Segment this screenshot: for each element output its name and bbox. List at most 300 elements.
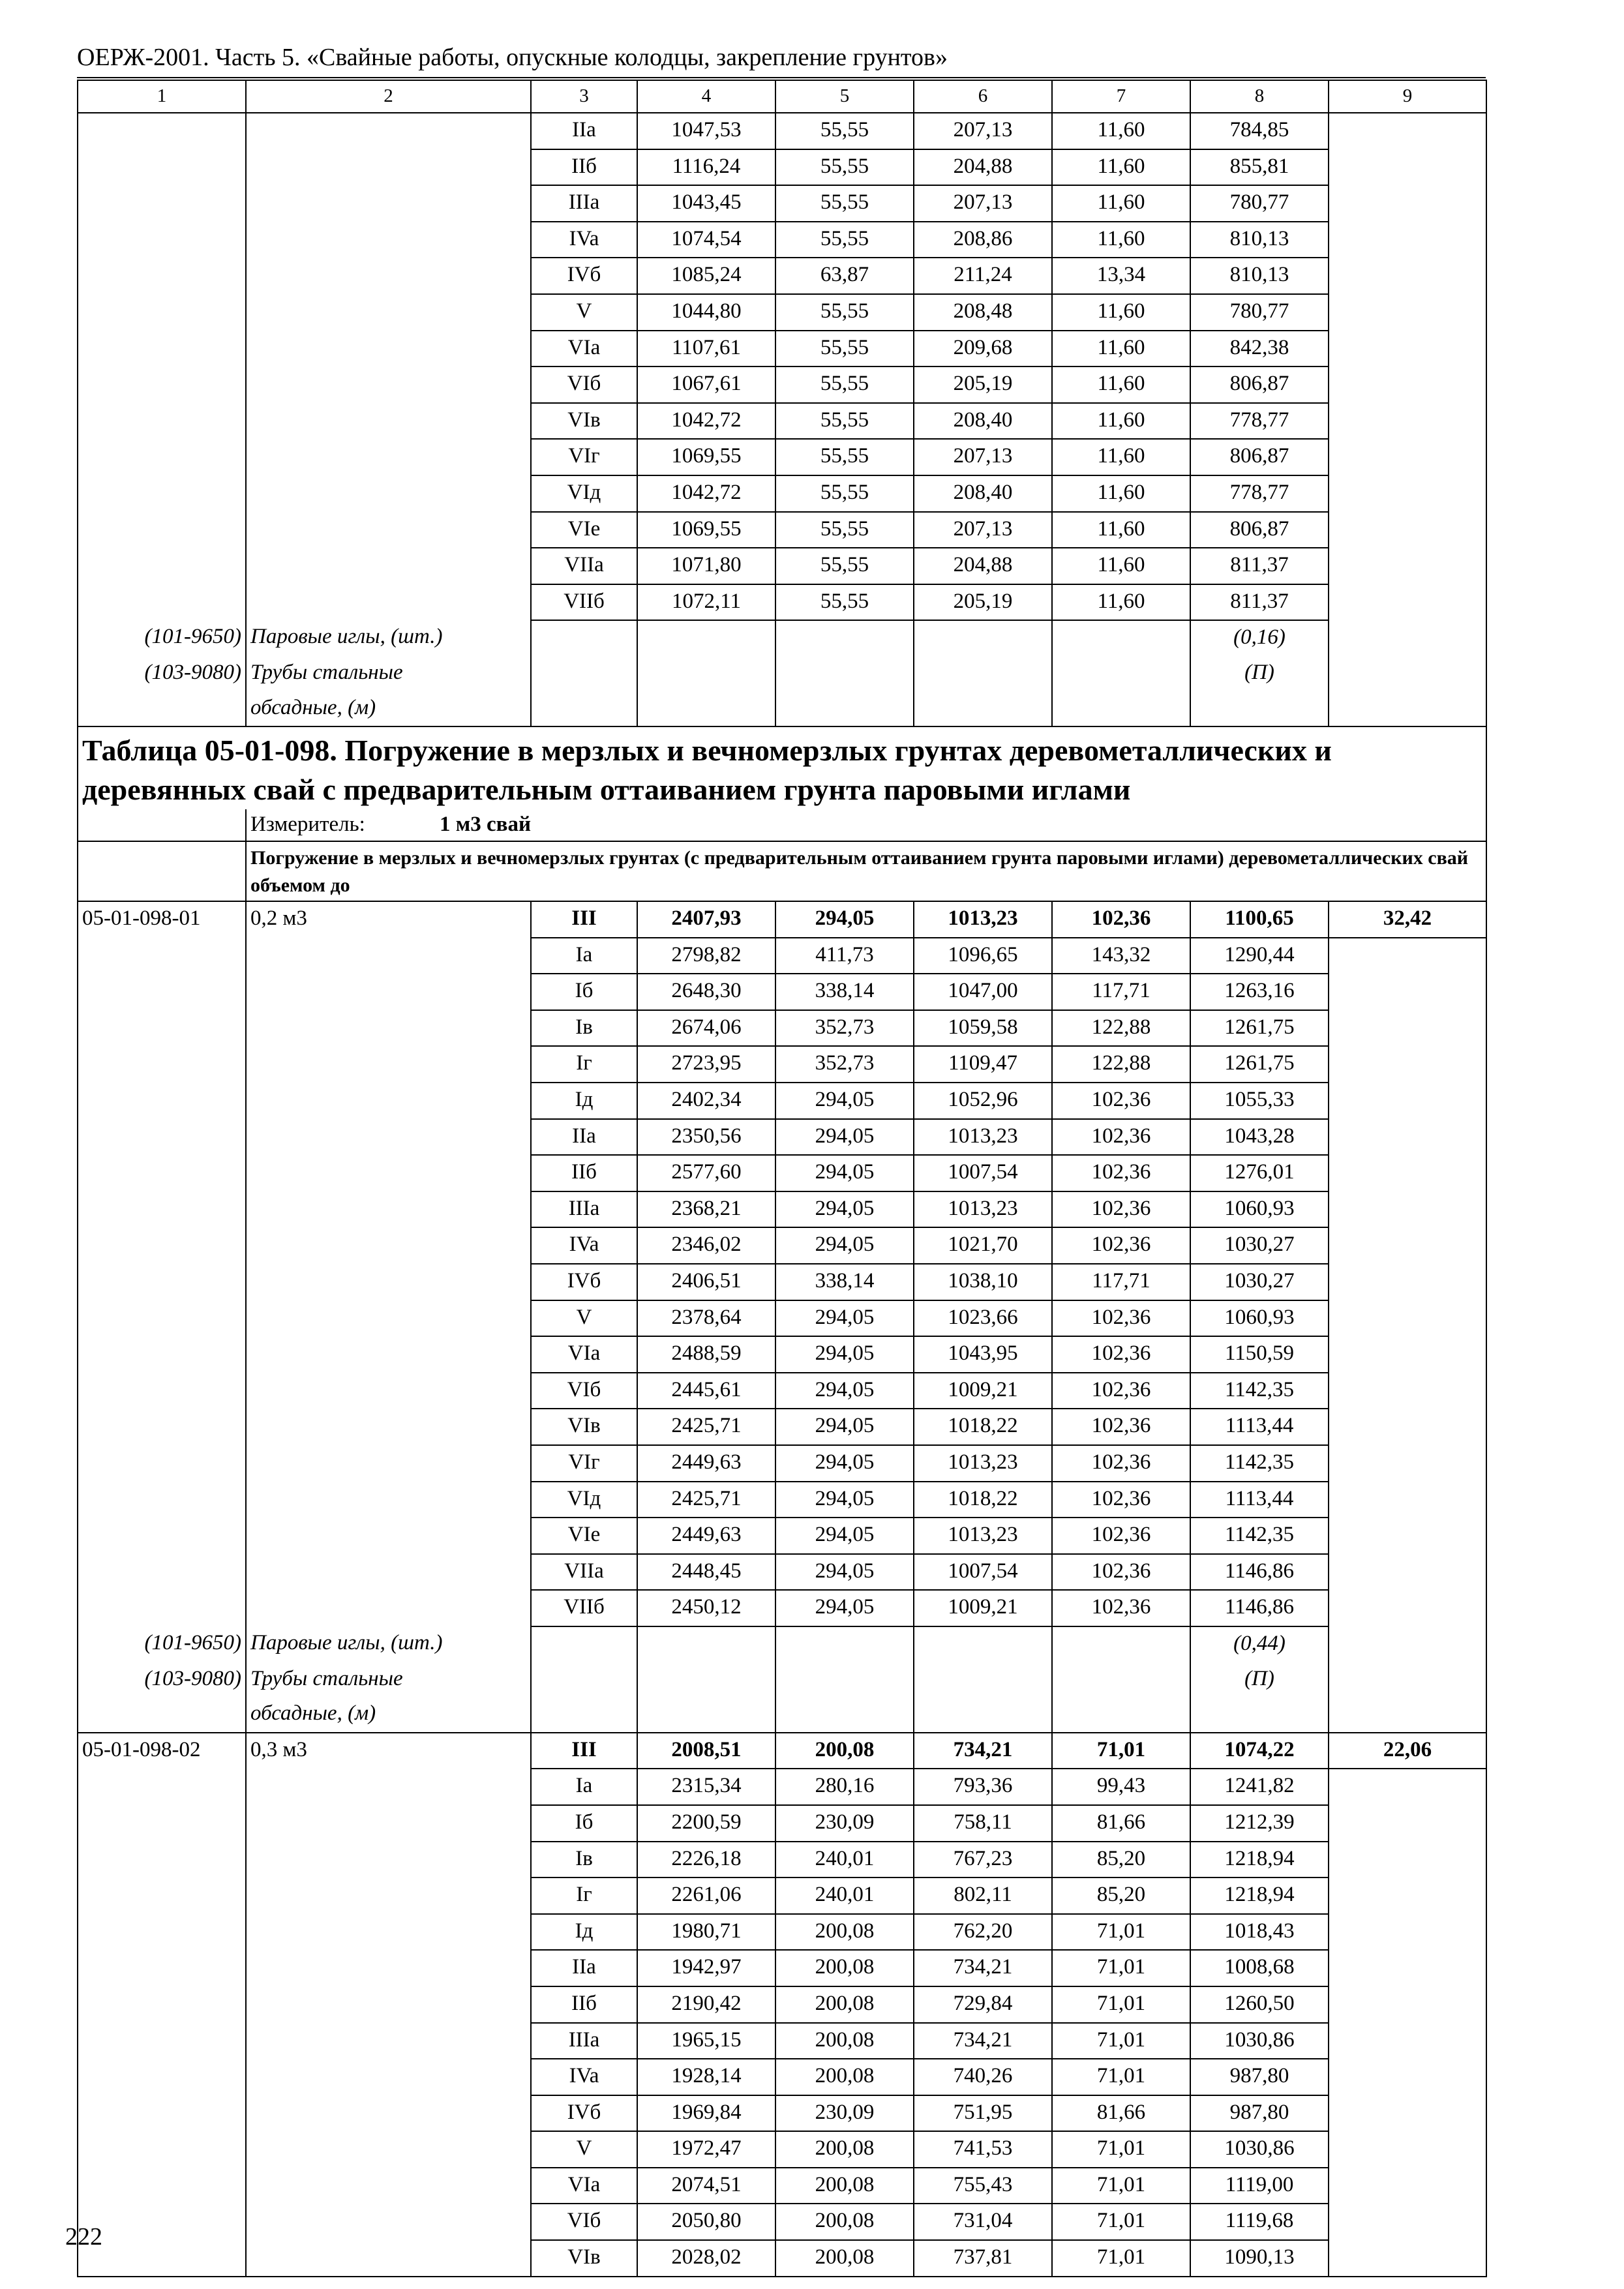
value-cell: 751,95 xyxy=(914,2095,1052,2132)
data-row xyxy=(78,1373,1486,1409)
value-cell: 122,88 xyxy=(1052,1046,1190,1083)
value-cell: 294,05 xyxy=(775,1191,914,1228)
value-cell: 294,05 xyxy=(775,901,914,938)
value-cell: 204,88 xyxy=(914,149,1052,186)
labor-cell xyxy=(1329,1264,1486,1300)
labor-cell xyxy=(1329,222,1486,258)
data-row xyxy=(78,548,1486,584)
empty-cell xyxy=(775,691,914,727)
data-row xyxy=(78,2131,1486,2168)
value-cell: 11,60 xyxy=(1052,185,1190,222)
labor-cell xyxy=(1329,331,1486,367)
value-cell: 1146,86 xyxy=(1190,1590,1329,1626)
name-cell xyxy=(246,2168,531,2204)
labor-cell xyxy=(1329,1482,1486,1518)
empty-cell xyxy=(531,620,637,656)
code-cell xyxy=(78,258,246,294)
labor-cell xyxy=(1329,1590,1486,1626)
name-cell xyxy=(246,1842,531,1878)
value-cell: 811,37 xyxy=(1190,548,1329,584)
value-cell: 2407,93 xyxy=(637,901,775,938)
zone-cell: Iд xyxy=(531,1914,637,1951)
empty-cell xyxy=(1329,1697,1486,1733)
value-cell: 411,73 xyxy=(775,938,914,974)
zone-cell: VIд xyxy=(531,475,637,512)
value-cell: 1071,80 xyxy=(637,548,775,584)
value-cell: 200,08 xyxy=(775,1733,914,1769)
zone-cell: IIIa xyxy=(531,2023,637,2059)
value-cell: 755,43 xyxy=(914,2168,1052,2204)
data-row xyxy=(78,1264,1486,1300)
code-cell xyxy=(78,2095,246,2132)
value-cell: 338,14 xyxy=(775,1264,914,1300)
zone-cell: Iг xyxy=(531,1878,637,1914)
value-cell: 102,36 xyxy=(1052,1083,1190,1119)
code-cell xyxy=(78,149,246,186)
code-cell xyxy=(78,1986,246,2023)
value-cell: 1096,65 xyxy=(914,938,1052,974)
value-cell: 207,13 xyxy=(914,439,1052,475)
value-cell: 294,05 xyxy=(775,1336,914,1373)
data-row xyxy=(78,475,1486,512)
value-cell: 11,60 xyxy=(1052,512,1190,548)
data-row xyxy=(78,2095,1486,2132)
value-cell: 55,55 xyxy=(775,149,914,186)
value-cell: 780,77 xyxy=(1190,185,1329,222)
value-cell: 810,13 xyxy=(1190,222,1329,258)
name-cell xyxy=(246,512,531,548)
value-cell: 734,21 xyxy=(914,1733,1052,1769)
value-cell: 1218,94 xyxy=(1190,1842,1329,1878)
name-cell xyxy=(246,2023,531,2059)
labor-cell xyxy=(1329,1227,1486,1264)
value-cell: 1100,65 xyxy=(1190,901,1329,938)
zone-cell: VIг xyxy=(531,1445,637,1482)
data-row xyxy=(78,1409,1486,1445)
zone-cell: V xyxy=(531,1300,637,1337)
empty-cell xyxy=(531,1626,637,1662)
value-cell: 2449,63 xyxy=(637,1445,775,1482)
meter-value: 1 м3 свай xyxy=(440,813,531,837)
code-cell xyxy=(78,512,246,548)
value-cell: 102,36 xyxy=(1052,1191,1190,1228)
value-cell: 55,55 xyxy=(775,222,914,258)
zone-cell: Iд xyxy=(531,1083,637,1119)
resource-row xyxy=(78,620,1486,656)
name-cell xyxy=(246,2131,531,2168)
value-cell: 207,13 xyxy=(914,185,1052,222)
value-cell: 2648,30 xyxy=(637,974,775,1010)
value-cell: 11,60 xyxy=(1052,149,1190,186)
value-cell: 1119,68 xyxy=(1190,2204,1329,2240)
labor-cell xyxy=(1329,548,1486,584)
empty-cell xyxy=(531,1662,637,1698)
value-cell: 1069,55 xyxy=(637,512,775,548)
value-cell: 71,01 xyxy=(1052,2204,1190,2240)
name-cell xyxy=(246,475,531,512)
value-cell: 1044,80 xyxy=(637,294,775,331)
labor-cell xyxy=(1329,2059,1486,2095)
zone-cell: III xyxy=(531,1733,637,1769)
empty-cell xyxy=(531,691,637,727)
labor-cell xyxy=(1329,2131,1486,2168)
value-cell: 117,71 xyxy=(1052,1264,1190,1300)
data-row xyxy=(78,1445,1486,1482)
empty-cell xyxy=(775,1626,914,1662)
zone-cell: IVa xyxy=(531,2059,637,2095)
resource-name: Паровые иглы, (шт.) xyxy=(246,1626,531,1662)
resource-value: (0,44) xyxy=(1190,1626,1329,1662)
code-cell xyxy=(78,2059,246,2095)
code-cell xyxy=(78,1409,246,1445)
zone-cell: VIд xyxy=(531,1482,637,1518)
value-cell: 2028,02 xyxy=(637,2240,775,2277)
value-cell: 1150,59 xyxy=(1190,1336,1329,1373)
value-cell: 208,40 xyxy=(914,403,1052,440)
value-cell: 102,36 xyxy=(1052,1373,1190,1409)
zone-cell: VIa xyxy=(531,2168,637,2204)
zone-cell: Iб xyxy=(531,974,637,1010)
name-cell xyxy=(246,331,531,367)
labor-cell xyxy=(1329,1950,1486,1986)
code-cell xyxy=(78,1010,246,1047)
zone-cell: IIIa xyxy=(531,185,637,222)
value-cell: 1260,50 xyxy=(1190,1986,1329,2023)
zone-cell: III xyxy=(531,901,637,938)
value-cell: 2378,64 xyxy=(637,1300,775,1337)
data-row xyxy=(78,1914,1486,1951)
value-cell: 1261,75 xyxy=(1190,1010,1329,1047)
code-cell xyxy=(78,294,246,331)
name-cell xyxy=(246,258,531,294)
value-cell: 1013,23 xyxy=(914,1445,1052,1482)
value-cell: 1047,53 xyxy=(637,113,775,149)
value-cell: 1021,70 xyxy=(914,1227,1052,1264)
code-cell xyxy=(78,331,246,367)
code-cell xyxy=(78,1805,246,1842)
data-row xyxy=(78,258,1486,294)
value-cell: 1030,86 xyxy=(1190,2131,1329,2168)
value-cell: 294,05 xyxy=(775,1518,914,1554)
zone-cell: Iв xyxy=(531,1010,637,1047)
code-cell xyxy=(78,548,246,584)
value-cell: 208,86 xyxy=(914,222,1052,258)
table-title-row xyxy=(78,726,1486,809)
resource-code: (103-9080) xyxy=(78,656,246,691)
code-cell xyxy=(78,1119,246,1156)
zone-cell: Ia xyxy=(531,938,637,974)
value-cell: 11,60 xyxy=(1052,548,1190,584)
value-cell: 842,38 xyxy=(1190,331,1329,367)
resource-code: (103-9080) xyxy=(78,1662,246,1698)
labor-cell xyxy=(1329,2204,1486,2240)
value-cell: 13,34 xyxy=(1052,258,1190,294)
data-row xyxy=(78,1842,1486,1878)
value-cell: 1942,97 xyxy=(637,1950,775,1986)
data-row xyxy=(78,403,1486,440)
zone-cell: Ia xyxy=(531,1769,637,1805)
value-cell: 200,08 xyxy=(775,1986,914,2023)
name-cell xyxy=(246,1518,531,1554)
value-cell: 2074,51 xyxy=(637,2168,775,2204)
resource-row xyxy=(78,691,1486,727)
data-row xyxy=(78,113,1486,149)
labor-cell xyxy=(1329,2168,1486,2204)
name-cell xyxy=(246,1590,531,1626)
value-cell: 2448,45 xyxy=(637,1554,775,1591)
value-cell: 102,36 xyxy=(1052,1554,1190,1591)
labor-cell xyxy=(1329,2240,1486,2277)
value-cell: 294,05 xyxy=(775,1119,914,1156)
empty-cell xyxy=(78,1697,246,1733)
code-cell xyxy=(78,1914,246,1951)
value-cell: 1074,22 xyxy=(1190,1733,1329,1769)
code-cell xyxy=(78,222,246,258)
data-row xyxy=(78,1046,1486,1083)
value-cell: 1023,66 xyxy=(914,1300,1052,1337)
value-cell: 1116,24 xyxy=(637,149,775,186)
code-cell xyxy=(78,1769,246,1805)
labor-cell xyxy=(1329,2095,1486,2132)
value-cell: 806,87 xyxy=(1190,367,1329,403)
zone-cell: VIa xyxy=(531,331,637,367)
zone-cell: IIa xyxy=(531,1950,637,1986)
data-row xyxy=(78,149,1486,186)
value-cell: 200,08 xyxy=(775,2059,914,2095)
value-cell: 200,08 xyxy=(775,1914,914,1951)
value-cell: 205,19 xyxy=(914,367,1052,403)
empty-cell xyxy=(1052,1697,1190,1733)
empty-cell xyxy=(775,620,914,656)
code-cell xyxy=(78,1083,246,1119)
value-cell: 32,42 xyxy=(1329,901,1486,938)
labor-cell xyxy=(1329,1842,1486,1878)
labor-cell xyxy=(1329,113,1486,149)
value-cell: 1030,27 xyxy=(1190,1227,1329,1264)
code-cell xyxy=(78,1300,246,1337)
empty-cell xyxy=(637,1626,775,1662)
zone-cell: VIa xyxy=(531,1336,637,1373)
code-cell xyxy=(78,2023,246,2059)
value-cell: 793,36 xyxy=(914,1769,1052,1805)
value-cell: 102,36 xyxy=(1052,1119,1190,1156)
zone-cell: IIб xyxy=(531,1155,637,1191)
labor-cell xyxy=(1329,1914,1486,1951)
value-cell: 208,40 xyxy=(914,475,1052,512)
value-cell: 1107,61 xyxy=(637,331,775,367)
resource-row xyxy=(78,1697,1486,1733)
name-cell xyxy=(246,1805,531,1842)
code-cell xyxy=(78,1482,246,1518)
code-cell xyxy=(78,584,246,621)
value-cell: 734,21 xyxy=(914,2023,1052,2059)
value-cell: 1109,47 xyxy=(914,1046,1052,1083)
value-cell: 731,04 xyxy=(914,2204,1052,2240)
value-cell: 1074,54 xyxy=(637,222,775,258)
empty-cell xyxy=(637,1662,775,1698)
empty-cell xyxy=(1329,656,1486,691)
empty-cell xyxy=(1052,1626,1190,1662)
main-row xyxy=(78,1733,1486,1769)
value-cell: 122,88 xyxy=(1052,1010,1190,1047)
data-row xyxy=(78,2240,1486,2277)
value-cell: 200,08 xyxy=(775,2240,914,2277)
value-cell: 200,08 xyxy=(775,2131,914,2168)
code-cell xyxy=(78,1264,246,1300)
name-cell xyxy=(246,185,531,222)
value-cell: 1018,22 xyxy=(914,1482,1052,1518)
value-cell: 734,21 xyxy=(914,1950,1052,1986)
value-cell: 294,05 xyxy=(775,1482,914,1518)
value-cell: 71,01 xyxy=(1052,2023,1190,2059)
zone-cell: VIIa xyxy=(531,548,637,584)
rate-code: 05-01-098-01 xyxy=(78,901,246,938)
value-cell: 211,24 xyxy=(914,258,1052,294)
labor-cell xyxy=(1329,1878,1486,1914)
name-cell xyxy=(246,938,531,974)
rate-code: 05-01-098-02 xyxy=(78,1733,246,1769)
zone-cell: IIa xyxy=(531,113,637,149)
resource-value: (0,16) xyxy=(1190,620,1329,656)
value-cell: 1038,10 xyxy=(914,1264,1052,1300)
value-cell: 102,36 xyxy=(1052,1336,1190,1373)
value-cell: 2261,06 xyxy=(637,1878,775,1914)
name-cell xyxy=(246,2240,531,2277)
zone-cell: VIe xyxy=(531,512,637,548)
value-cell: 1043,28 xyxy=(1190,1119,1329,1156)
value-cell: 1047,00 xyxy=(914,974,1052,1010)
empty-cell xyxy=(914,1662,1052,1698)
value-cell: 1980,71 xyxy=(637,1914,775,1951)
value-cell: 740,26 xyxy=(914,2059,1052,2095)
labor-cell xyxy=(1329,439,1486,475)
labor-cell xyxy=(1329,258,1486,294)
name-cell xyxy=(246,2095,531,2132)
data-row xyxy=(78,1155,1486,1191)
column-number: 4 xyxy=(637,80,775,113)
value-cell: 55,55 xyxy=(775,331,914,367)
zone-cell: IVa xyxy=(531,1227,637,1264)
value-cell: 762,20 xyxy=(914,1914,1052,1951)
name-cell xyxy=(246,548,531,584)
zone-cell: VIв xyxy=(531,403,637,440)
value-cell: 55,55 xyxy=(775,185,914,222)
zone-cell: Iв xyxy=(531,1842,637,1878)
value-cell: 2406,51 xyxy=(637,1264,775,1300)
value-cell: 1009,21 xyxy=(914,1373,1052,1409)
name-cell xyxy=(246,1119,531,1156)
value-cell: 11,60 xyxy=(1052,331,1190,367)
name-cell xyxy=(246,222,531,258)
name-cell xyxy=(246,1300,531,1337)
labor-cell xyxy=(1329,1083,1486,1119)
value-cell: 1212,39 xyxy=(1190,1805,1329,1842)
zone-cell: IVa xyxy=(531,222,637,258)
value-cell: 1018,43 xyxy=(1190,1914,1329,1951)
page-number: 222 xyxy=(65,2223,102,2251)
value-cell: 294,05 xyxy=(775,1227,914,1264)
value-cell: 207,13 xyxy=(914,512,1052,548)
data-row xyxy=(78,938,1486,974)
value-cell: 1008,68 xyxy=(1190,1950,1329,1986)
value-cell: 11,60 xyxy=(1052,367,1190,403)
data-row xyxy=(78,1590,1486,1626)
code-cell xyxy=(78,2240,246,2277)
value-cell: 1276,01 xyxy=(1190,1155,1329,1191)
value-cell: 1013,23 xyxy=(914,1191,1052,1228)
labor-cell xyxy=(1329,294,1486,331)
value-cell: 1060,93 xyxy=(1190,1191,1329,1228)
value-cell: 11,60 xyxy=(1052,403,1190,440)
value-cell: 1241,82 xyxy=(1190,1769,1329,1805)
value-cell: 1290,44 xyxy=(1190,938,1329,974)
value-cell: 1013,23 xyxy=(914,1518,1052,1554)
value-cell: 778,77 xyxy=(1190,403,1329,440)
value-cell: 102,36 xyxy=(1052,901,1190,938)
value-cell: 338,14 xyxy=(775,974,914,1010)
value-cell: 2425,71 xyxy=(637,1409,775,1445)
column-number: 3 xyxy=(531,80,637,113)
value-cell: 1069,55 xyxy=(637,439,775,475)
column-number: 9 xyxy=(1329,80,1486,113)
name-cell xyxy=(246,1191,531,1228)
value-cell: 143,32 xyxy=(1052,938,1190,974)
labor-cell xyxy=(1329,149,1486,186)
labor-cell xyxy=(1329,1769,1486,1805)
labor-cell xyxy=(1329,367,1486,403)
empty-cell xyxy=(1329,1626,1486,1662)
value-cell: 11,60 xyxy=(1052,294,1190,331)
code-cell xyxy=(78,1445,246,1482)
value-cell: 1043,45 xyxy=(637,185,775,222)
empty-cell xyxy=(775,1662,914,1698)
name-cell xyxy=(246,1482,531,1518)
name-cell xyxy=(246,1409,531,1445)
zone-cell: IIIa xyxy=(531,1191,637,1228)
main-row xyxy=(78,901,1486,938)
value-cell: 11,60 xyxy=(1052,222,1190,258)
value-cell: 71,01 xyxy=(1052,2240,1190,2277)
value-cell: 1055,33 xyxy=(1190,1083,1329,1119)
zone-cell: VIIa xyxy=(531,1554,637,1591)
value-cell: 2050,80 xyxy=(637,2204,775,2240)
value-cell: 200,08 xyxy=(775,2168,914,2204)
data-row xyxy=(78,1482,1486,1518)
labor-cell xyxy=(1329,1046,1486,1083)
data-row xyxy=(78,294,1486,331)
data-row xyxy=(78,1769,1486,1805)
data-row xyxy=(78,1950,1486,1986)
empty-cell xyxy=(1329,691,1486,727)
empty-cell xyxy=(78,691,246,727)
zone-cell: VIe xyxy=(531,1518,637,1554)
code-cell xyxy=(78,1518,246,1554)
value-cell: 102,36 xyxy=(1052,1155,1190,1191)
value-cell: 1013,23 xyxy=(914,1119,1052,1156)
value-cell: 729,84 xyxy=(914,1986,1052,2023)
value-cell: 11,60 xyxy=(1052,584,1190,621)
value-cell: 294,05 xyxy=(775,1300,914,1337)
column-number-row xyxy=(78,80,1486,113)
value-cell: 230,09 xyxy=(775,2095,914,2132)
code-cell xyxy=(78,1191,246,1228)
value-cell: 987,80 xyxy=(1190,2095,1329,2132)
zone-cell: VIв xyxy=(531,1409,637,1445)
code-cell xyxy=(78,1373,246,1409)
empty-cell xyxy=(1329,1662,1486,1698)
data-row xyxy=(78,2023,1486,2059)
empty-cell xyxy=(1052,1662,1190,1698)
